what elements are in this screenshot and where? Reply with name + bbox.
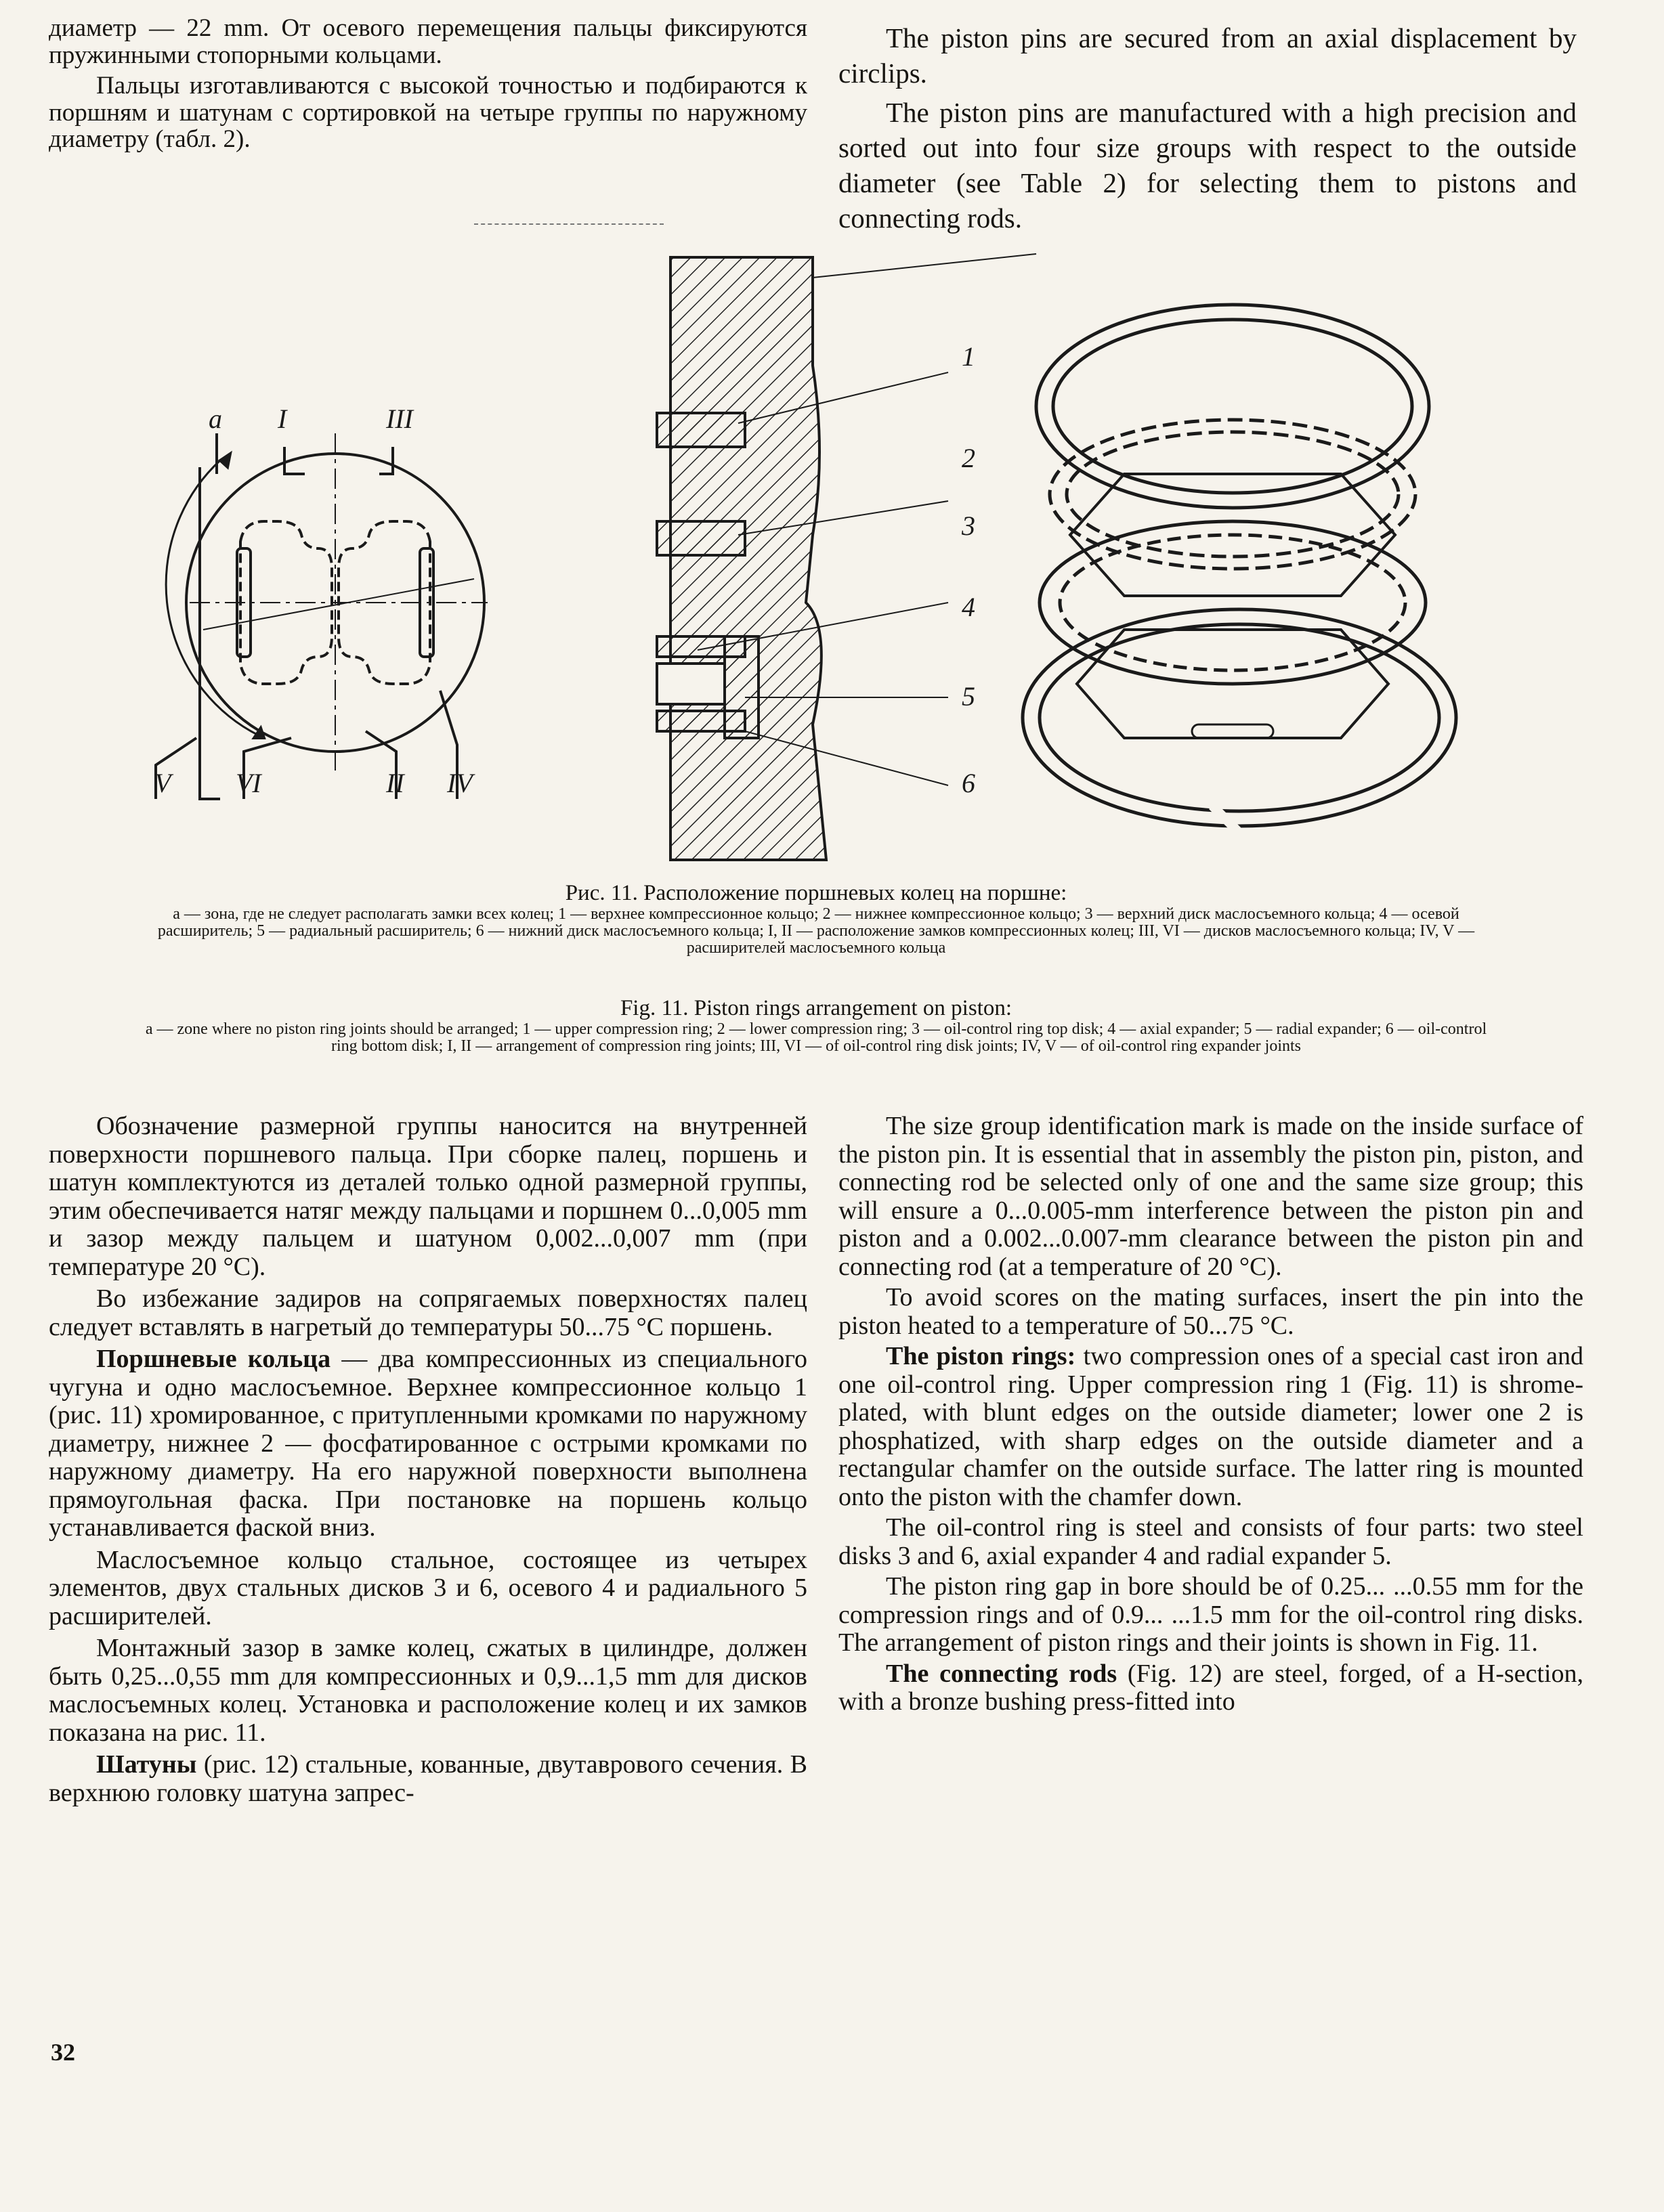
right-column-english xyxy=(838,1112,1583,1719)
left-paragraph-6-text: (рис. 12) стальные, кованные, двутаврового сечения. В верхнюю головку шатуна запрес- xyxy=(49,1750,807,1807)
left-column-russian xyxy=(49,1112,807,1811)
piston-top-view xyxy=(156,433,488,799)
right-paragraph-3-text: two compression ones of a special cast iron and one oil-control ring. Upper compression ring 1 (Fig. 11) is shrome-plated, with blunt edges on the outside diameter; lower one 2 is phosphatized, with sharp edges on the outside diameter and a rectangular chamfer on the outside surface. The latter ring is mounted onto the piston with the chamfer down. xyxy=(838,1342,1583,1511)
section-label-5: 5 xyxy=(962,681,975,712)
piston-wall-section xyxy=(657,254,1036,860)
caption-russian-body: а — зона, где не следует располагать замки всех колец; 1 — верхнее компрессионное кольцо; 2 — нижнее компрессионное кольцо; 3 — верхний диск маслосъемного кольца; 4 — осевой расширитель; 5 — радиальный расширитель; 6 — нижний диск маслосъемного кольца; I, II — расположение замков компрессионных колец; III, VI — дисков маслосъемного кольца; IV, V — расширителей маслосъемного кольца xyxy=(157,905,1475,957)
top-left-paragraph-2: Пальцы изготавливаются с высокой точностью и подбираются к поршням и шатунам с сортировкой на четыре группы по наружному диаметру (табл. 2). xyxy=(49,72,807,154)
left-paragraph-6-heading: Шатуны xyxy=(96,1750,197,1779)
right-paragraph-2: To avoid scores on the mating surfaces, insert the pin into the piston heated to a temperature of 50...75 °C. xyxy=(838,1283,1583,1340)
left-paragraph-2: Во избежание задиров на сопрягаемых поверхностях палец следует вставлять в нагретый до температуры 50...75 °С поршень. xyxy=(49,1284,807,1341)
right-paragraph-3 xyxy=(838,1343,1583,1511)
caption-russian-title: Рис. 11. Расположение поршневых колец на поршне: xyxy=(565,881,1067,905)
label-roman-vi: VI xyxy=(236,768,261,798)
page-number: 32 xyxy=(51,2039,75,2066)
label-roman-v: V xyxy=(154,768,171,798)
left-paragraph-3-text: — два компрессионных из специального чугуна и одно маслосъемное. Верхнее компрессионное кольцо 1 (рис. 11) хромированное, с притупленными кромками по наружному диаметру, нижнее 2 — фосфатированное с острыми кромками по наружному диаметру. На его наружной поверхности выполнена прямоугольная фаска. При постановке на поршень кольцо устанавливается фаской вниз. xyxy=(49,1345,807,1542)
right-paragraph-1: The size group identification mark is made on the inside surface of the piston pin. It is essential that in assembly the piston pin, piston, and connecting rod be selected only of one and the same size group; this will ensure a 0...0.005-mm interference between the piston pin and piston and a 0.002...0.007-mm clearance between the piston pin and connecting rod (at a temperature of 20 °C). xyxy=(838,1112,1583,1281)
label-roman-iii: III xyxy=(386,404,413,434)
right-paragraph-6-heading: The connecting rods xyxy=(886,1659,1117,1688)
top-right-paragraph-2: The piston pins are manufactured with a high precision and sorted out into four size groups with respect to the outside diameter (see Table 2) for selecting them to pistons and connecting rods. xyxy=(838,97,1577,234)
caption-english xyxy=(142,995,1490,1055)
label-roman-iv: IV xyxy=(447,768,473,798)
label-roman-ii: II xyxy=(386,768,404,798)
left-paragraph-3-heading: Поршневые кольца xyxy=(96,1345,331,1373)
left-paragraph-4: Маслосъемное кольцо стальное, состоящее из четырех элементов, двух стальных дисков 3 и 6, осевого 4 и радиального 5 расширителей. xyxy=(49,1545,807,1630)
right-paragraph-3-heading: The piston rings: xyxy=(886,1342,1076,1370)
label-a: a xyxy=(209,404,222,434)
section-label-1: 1 xyxy=(962,341,975,372)
left-paragraph-3 xyxy=(49,1345,807,1542)
caption-english-body: a — zone where no piston ring joints should be arranged; 1 — upper compression ring; 2 — lower compression ring; 3 — oil-control ring top disk; 4 — axial expander; 5 — radial expander; 6 — oil-control ring bottom disk; I, II — arrangement of compression ring joints; III, VI — of oil-control ring disk joints; IV, V — of oil-control ring expander joints xyxy=(145,1020,1487,1055)
left-paragraph-6 xyxy=(49,1751,807,1807)
right-paragraph-6-text: (Fig. 12) are steel, forged, of a H-section, with a bronze bushing press-fitted into xyxy=(838,1659,1583,1716)
ring-set-exploded xyxy=(1023,305,1456,833)
left-paragraph-1: Обозначение размерной группы наносится на внутренней поверхности поршневого пальца. При сборке палец, поршень и шатун комплектуются из деталей только одной размерной группы, этим обеспечивается натяг между пальцами и поршнем 0...0,005 mm и зазор между пальцем и шатуном 0,002...0,007 mm (при температуре 20 °С). xyxy=(49,1112,807,1281)
top-left-paragraph-1: диаметр — 22 mm. От осевого перемещения пальцы фиксируются пружинными стопорными кольцами. xyxy=(49,14,807,69)
section-label-4: 4 xyxy=(962,592,975,622)
figure-11-piston-rings xyxy=(154,251,1517,880)
right-paragraph-6 xyxy=(838,1660,1583,1716)
right-paragraph-5: The piston ring gap in bore should be of 0.25... ...0.55 mm for the compression rings and of 0.9... ...1.5 mm for the oil-control ring disks. The arrangement of piston rings and their joints is shown in Fig. 11. xyxy=(838,1572,1583,1657)
caption-russian xyxy=(142,880,1490,957)
label-roman-i: I xyxy=(278,404,287,434)
top-right-paragraph-1: The piston pins are secured from an axial displacement by circlips. xyxy=(838,22,1577,89)
section-label-3: 3 xyxy=(962,511,975,541)
right-paragraph-4: The oil-control ring is steel and consists of four parts: two steel disks 3 and 6, axial expander 4 and radial expander 5. xyxy=(838,1513,1583,1570)
section-label-6: 6 xyxy=(962,768,975,798)
top-right-column xyxy=(838,20,1577,240)
top-left-column xyxy=(49,15,807,157)
section-label-2: 2 xyxy=(962,443,975,473)
section-divider xyxy=(474,223,664,225)
caption-english-title: Fig. 11. Piston rings arrangement on piston: xyxy=(620,996,1012,1020)
left-paragraph-5: Монтажный зазор в замке колец, сжатых в цилиндре, должен быть 0,25...0,55 mm для компрессионных и 0,9...1,5 mm для дисков маслосъемных колец. Установка и расположение колец и их замков показана на рис. 11. xyxy=(49,1634,807,1747)
